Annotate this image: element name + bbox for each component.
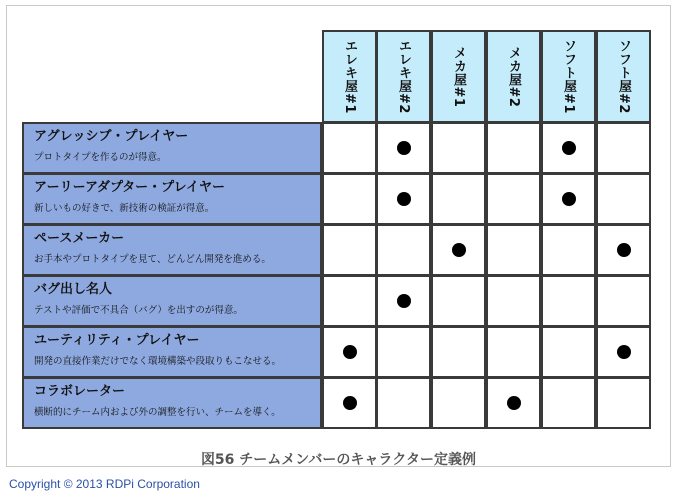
column-header-label: ソフト屋#1 bbox=[561, 39, 576, 114]
column-header bbox=[596, 30, 651, 123]
matrix-cell bbox=[596, 326, 651, 378]
filled-circle-mark-icon bbox=[452, 243, 466, 257]
filled-circle-mark-icon bbox=[562, 141, 576, 155]
filled-circle-mark-icon bbox=[617, 243, 631, 257]
filled-circle-mark-icon bbox=[343, 345, 357, 359]
row-description: プロトタイプを作るのが得意。 bbox=[34, 152, 167, 163]
matrix-cell bbox=[376, 173, 431, 225]
column-header bbox=[376, 30, 431, 123]
matrix-cell bbox=[596, 224, 651, 276]
matrix-cell bbox=[431, 173, 486, 225]
row-description: 横断的にチーム内および外の調整を行い、チームを導く。 bbox=[34, 407, 281, 418]
matrix-cell bbox=[541, 326, 596, 378]
filled-circle-mark-icon bbox=[397, 192, 411, 206]
matrix-cell bbox=[596, 377, 651, 429]
row-header bbox=[22, 326, 322, 378]
matrix-cell bbox=[541, 377, 596, 429]
column-header-label: メカ屋#2 bbox=[506, 45, 521, 108]
matrix-cell bbox=[541, 122, 596, 174]
row-name: バグ出し名人 bbox=[34, 282, 113, 297]
filled-circle-mark-icon bbox=[397, 141, 411, 155]
row-description: 新しいもの好きで、新技術の検証が得意。 bbox=[34, 203, 215, 214]
matrix-cell bbox=[322, 224, 377, 276]
filled-circle-mark-icon bbox=[617, 345, 631, 359]
column-header-label: メカ屋#1 bbox=[451, 45, 466, 108]
matrix-cell bbox=[431, 122, 486, 174]
row-name: アグレッシブ・プレイヤー bbox=[34, 129, 189, 144]
matrix-cell bbox=[322, 122, 377, 174]
row-name: コラボレーター bbox=[34, 384, 126, 399]
matrix-cell bbox=[322, 326, 377, 378]
row-header bbox=[22, 122, 322, 174]
row-header bbox=[22, 377, 322, 429]
filled-circle-mark-icon bbox=[562, 192, 576, 206]
filled-circle-mark-icon bbox=[343, 396, 357, 410]
row-header bbox=[22, 173, 322, 225]
row-description: テストや評価で不具合（バグ）を出すのが得意。 bbox=[34, 305, 243, 316]
matrix-cell bbox=[431, 326, 486, 378]
matrix-cell bbox=[486, 377, 541, 429]
matrix-cell bbox=[431, 377, 486, 429]
row-name: ユーティリティ・プレイヤー bbox=[34, 333, 200, 348]
column-header bbox=[541, 30, 596, 123]
matrix-cell bbox=[376, 377, 431, 429]
filled-circle-mark-icon bbox=[397, 294, 411, 308]
matrix-cell bbox=[322, 173, 377, 225]
matrix-cell bbox=[541, 224, 596, 276]
matrix-cell bbox=[322, 377, 377, 429]
row-name: ペースメーカー bbox=[34, 231, 125, 246]
matrix-cell bbox=[486, 326, 541, 378]
matrix-cell bbox=[596, 122, 651, 174]
matrix-cell bbox=[486, 275, 541, 327]
matrix-cell bbox=[541, 275, 596, 327]
matrix-cell bbox=[431, 224, 486, 276]
row-description: お手本やプロトタイプを見て、どんどん開発を進める。 bbox=[34, 254, 271, 265]
column-header-label: エレキ屋#1 bbox=[342, 39, 357, 114]
matrix-cell bbox=[376, 122, 431, 174]
copyright-text: Copyright © 2013 RDPi Corporation bbox=[9, 477, 200, 491]
column-header-label: エレキ屋#2 bbox=[396, 39, 411, 114]
column-header bbox=[431, 30, 486, 123]
matrix-cell bbox=[486, 224, 541, 276]
row-header bbox=[22, 224, 322, 276]
matrix-cell bbox=[322, 275, 377, 327]
column-header-label: ソフト屋#2 bbox=[616, 39, 631, 114]
matrix-cell bbox=[596, 173, 651, 225]
figure-caption: 図56 チームメンバーのキャラクター定義例 bbox=[200, 452, 477, 468]
matrix-cell bbox=[376, 275, 431, 327]
matrix-cell bbox=[486, 122, 541, 174]
column-header bbox=[322, 30, 377, 123]
column-header bbox=[486, 30, 541, 123]
filled-circle-mark-icon bbox=[507, 396, 521, 410]
matrix-cell bbox=[376, 326, 431, 378]
row-description: 開発の直接作業だけでなく環境構築や段取りもこなせる。 bbox=[34, 356, 282, 367]
row-header bbox=[22, 275, 322, 327]
matrix-cell bbox=[376, 224, 431, 276]
matrix-cell bbox=[486, 173, 541, 225]
matrix-cell bbox=[541, 173, 596, 225]
row-name: アーリーアダプター・プレイヤー bbox=[34, 180, 225, 195]
matrix-cell bbox=[596, 275, 651, 327]
matrix-cell bbox=[431, 275, 486, 327]
